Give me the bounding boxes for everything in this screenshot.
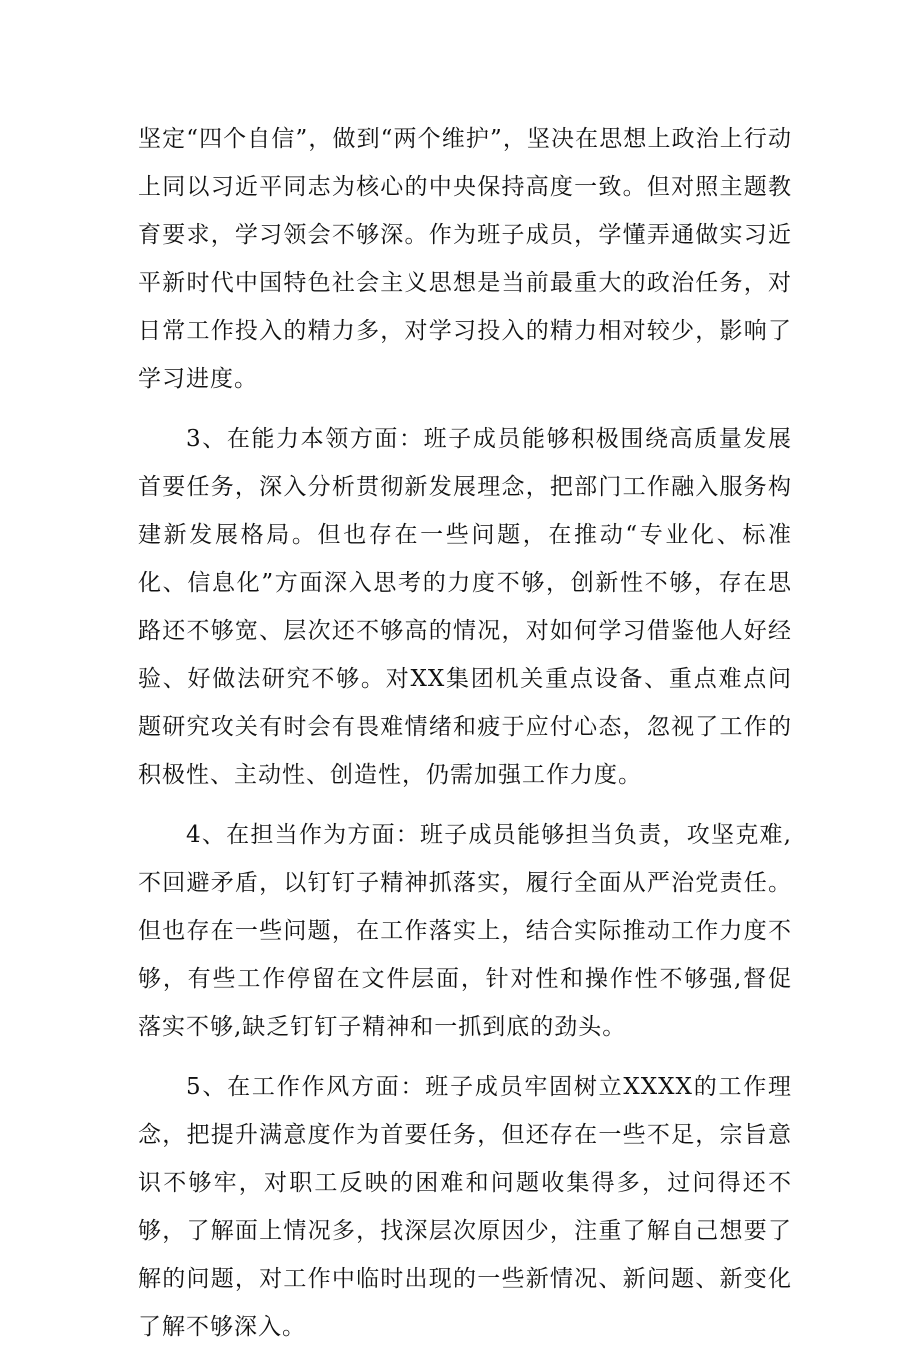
paragraph-continuation: 坚定“四个自信”，做到“两个维护”，坚决在思想上政治上行动上同以习近平同志为核心的中央保持高度一致。但对照主题教育要求，学习领会不够深。作为班子成员，学懂弄通做实习近平新时代中国特色社会主义思想是当前最重大的政治任务，对日常工作投入的精力多，对学习投入的精力相对较少，影响了学习进度。 xyxy=(138,126,792,392)
paragraph-ability: 3、在能力本领方面：班子成员能够积极围绕高质量发展首要任务，深入分析贯彻新发展理念，把部门工作融入服务构建新发展格局。但也存在一些问题，在推动“专业化、标准化、信息化”方面深入思考的力度不够，创新性不够，存在思路还不够宽、层次还不够高的情况，对如何学习借鉴他人好经验、好做法研究不够。对XX集团机关重点设备、重点难点问题研究攻关有时会有畏难情绪和疲于应付心态，忽视了工作的积极性、主动性、创造性，仍需加强工作力度。 xyxy=(138,426,792,788)
document-body xyxy=(138,115,792,1351)
paragraph-work-style: 5、在工作作风方面：班子成员牢固树立XXXX的工作理念，把提升满意度作为首要任务，但还存在一些不足，宗旨意识不够牢，对职工反映的困难和问题收集得多，过问得还不够，了解面上情况多，找深层次原因少，注重了解自己想要了解的问题，对工作中临时出现的一些新情况、新问题、新变化了解不够深入。 xyxy=(138,1074,792,1340)
paragraph-responsibility: 4、在担当作为方面：班子成员能够担当负责，攻坚克难,不回避矛盾，以钉钉子精神抓落实，履行全面从严治党责任。但也存在一些问题，在工作落实上，结合实际推动工作力度不够，有些工作停留在文件层面，针对性和操作性不够强,督促落实不够,缺乏钉钉子精神和一抓到底的劲头。 xyxy=(138,822,792,1040)
